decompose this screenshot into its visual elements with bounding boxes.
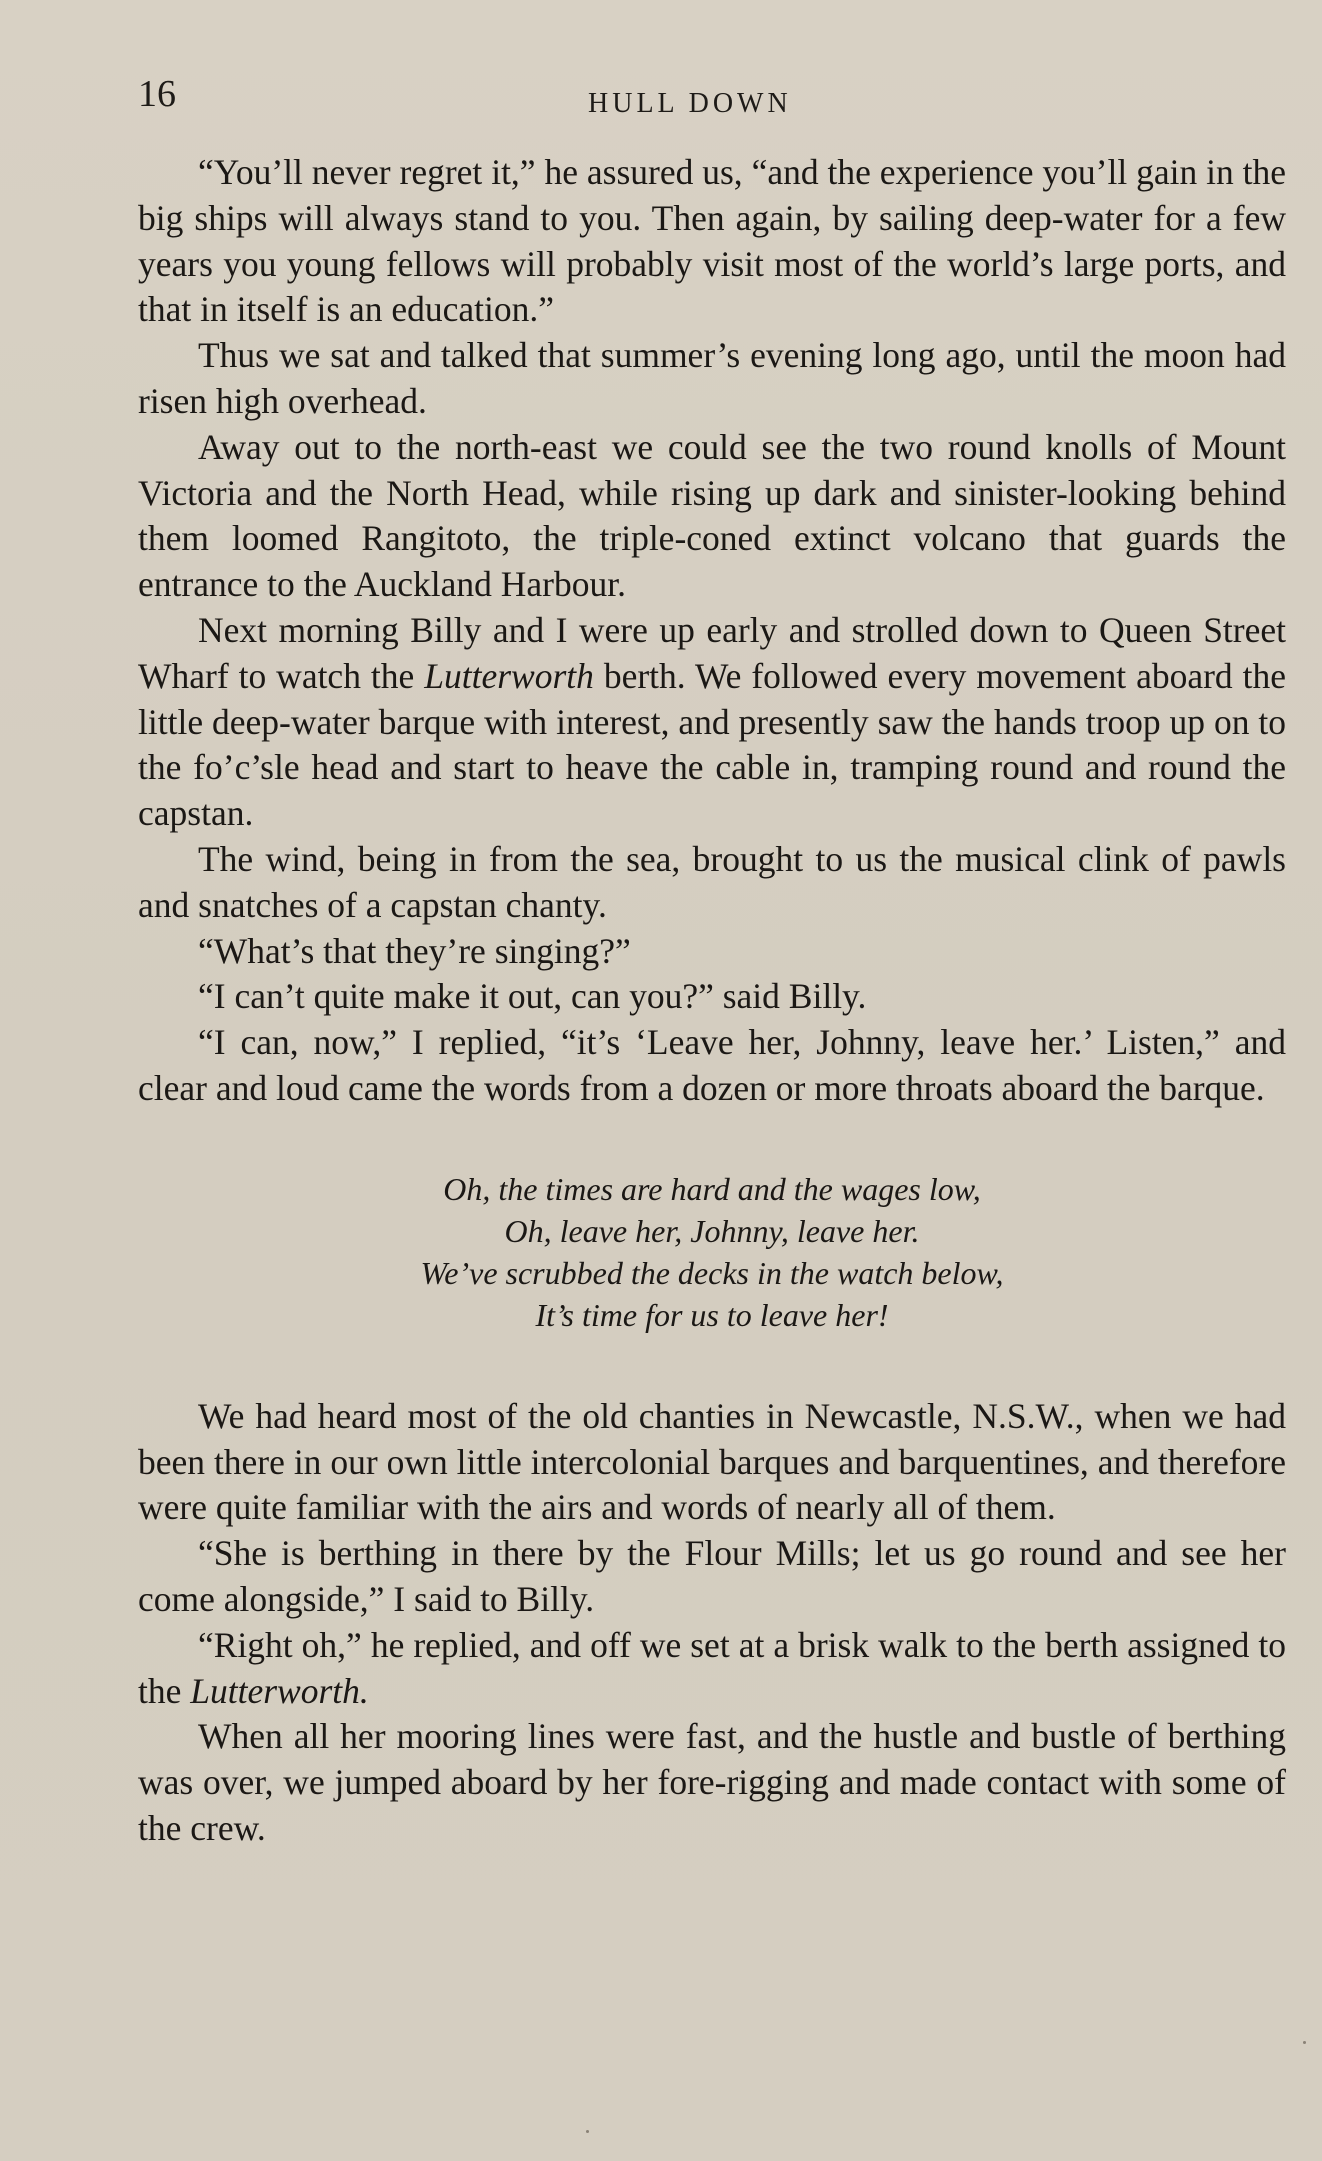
paragraph: “She is berthing in there by the Flour Mills; let us go round and see her come alongside,” I said to Billy. <box>138 1533 1286 1619</box>
paragraph: “You’ll never regret it,” he assured us, “and the experience you’ll gain in the big ships will always stand to you. Then again, by sailing deep-water for a few years you young fellows will probably visit most of the world’s large ports, and that in itself is an education.” <box>138 152 1286 330</box>
paragraph: When all her mooring lines were fast, and the hustle and bustle of berthing was over, we jumped aboard by her fore-rigging and made contact with some of the crew. <box>138 1716 1286 1848</box>
paragraph: The wind, being in from the sea, brought to us the musical clink of pawls and snatches of a capstan chanty. <box>138 838 1286 925</box>
paragraph-text: berth. We followed every movement aboard the little deep-water barque with interest, and presently saw the hands troop up on to the fo’c’sle head and start to heave the cable in, tramping round and round the capstan. <box>138 655 1287 834</box>
paper-speck <box>586 2130 589 2133</box>
page-number: 16 <box>138 73 176 115</box>
paragraph: Away out to the north-east we could see the two round knolls of Mount Victoria and the North Head, while rising up dark and sinister-looking behind them loomed Rangitoto, the triple-coned extinct volcano that guards the entrance to the Auckland Harbour. <box>138 426 1286 605</box>
verse-line: Oh, leave her, Johnny, leave her. <box>504 1212 920 1249</box>
verse-line: Oh, the times are hard and the wages low, <box>443 1170 981 1207</box>
chanty-verse <box>138 1168 1286 1336</box>
paragraph: “What’s that they’re singing?” <box>198 930 631 971</box>
ship-name: Lutterworth. <box>190 1670 369 1711</box>
paragraph: “I can’t quite make it out, can you?” said Billy. <box>198 976 867 1017</box>
page-header <box>138 72 1288 132</box>
paragraph <box>138 608 1286 837</box>
paragraph: We had heard most of the old chanties in Newcastle, N.S.W., when we had been there in our own little intercolonial barques and barquentines, and therefore were quite familiar with the airs and words of nearly all of them. <box>138 1395 1286 1528</box>
body-text <box>138 150 1286 1852</box>
running-head: HULL DOWN <box>588 88 792 119</box>
verse-line: It’s time for us to leave her! <box>535 1296 889 1333</box>
ship-name: Lutterworth <box>424 655 594 696</box>
paragraph-text: Next morning Billy and I were up early and strolled down to Queen Street Wharf to watch the <box>138 609 1286 696</box>
paragraph: Thus we sat and talked that summer’s evening long ago, until the moon had risen high overhead. <box>138 335 1286 421</box>
verse-line: We’ve scrubbed the decks in the watch below, <box>420 1254 1004 1291</box>
paper-speck <box>1303 2041 1306 2044</box>
paragraph <box>138 1623 1286 1715</box>
paragraph: “I can, now,” I replied, “it’s ‘Leave her, Johnny, leave her.’ Listen,” and clear and loud came the words from a dozen or more throats aboard the barque. <box>138 1022 1286 1108</box>
paragraph-text: “Right oh,” he replied, and off we set at a brisk walk to the berth assigned to the <box>138 1624 1286 1711</box>
